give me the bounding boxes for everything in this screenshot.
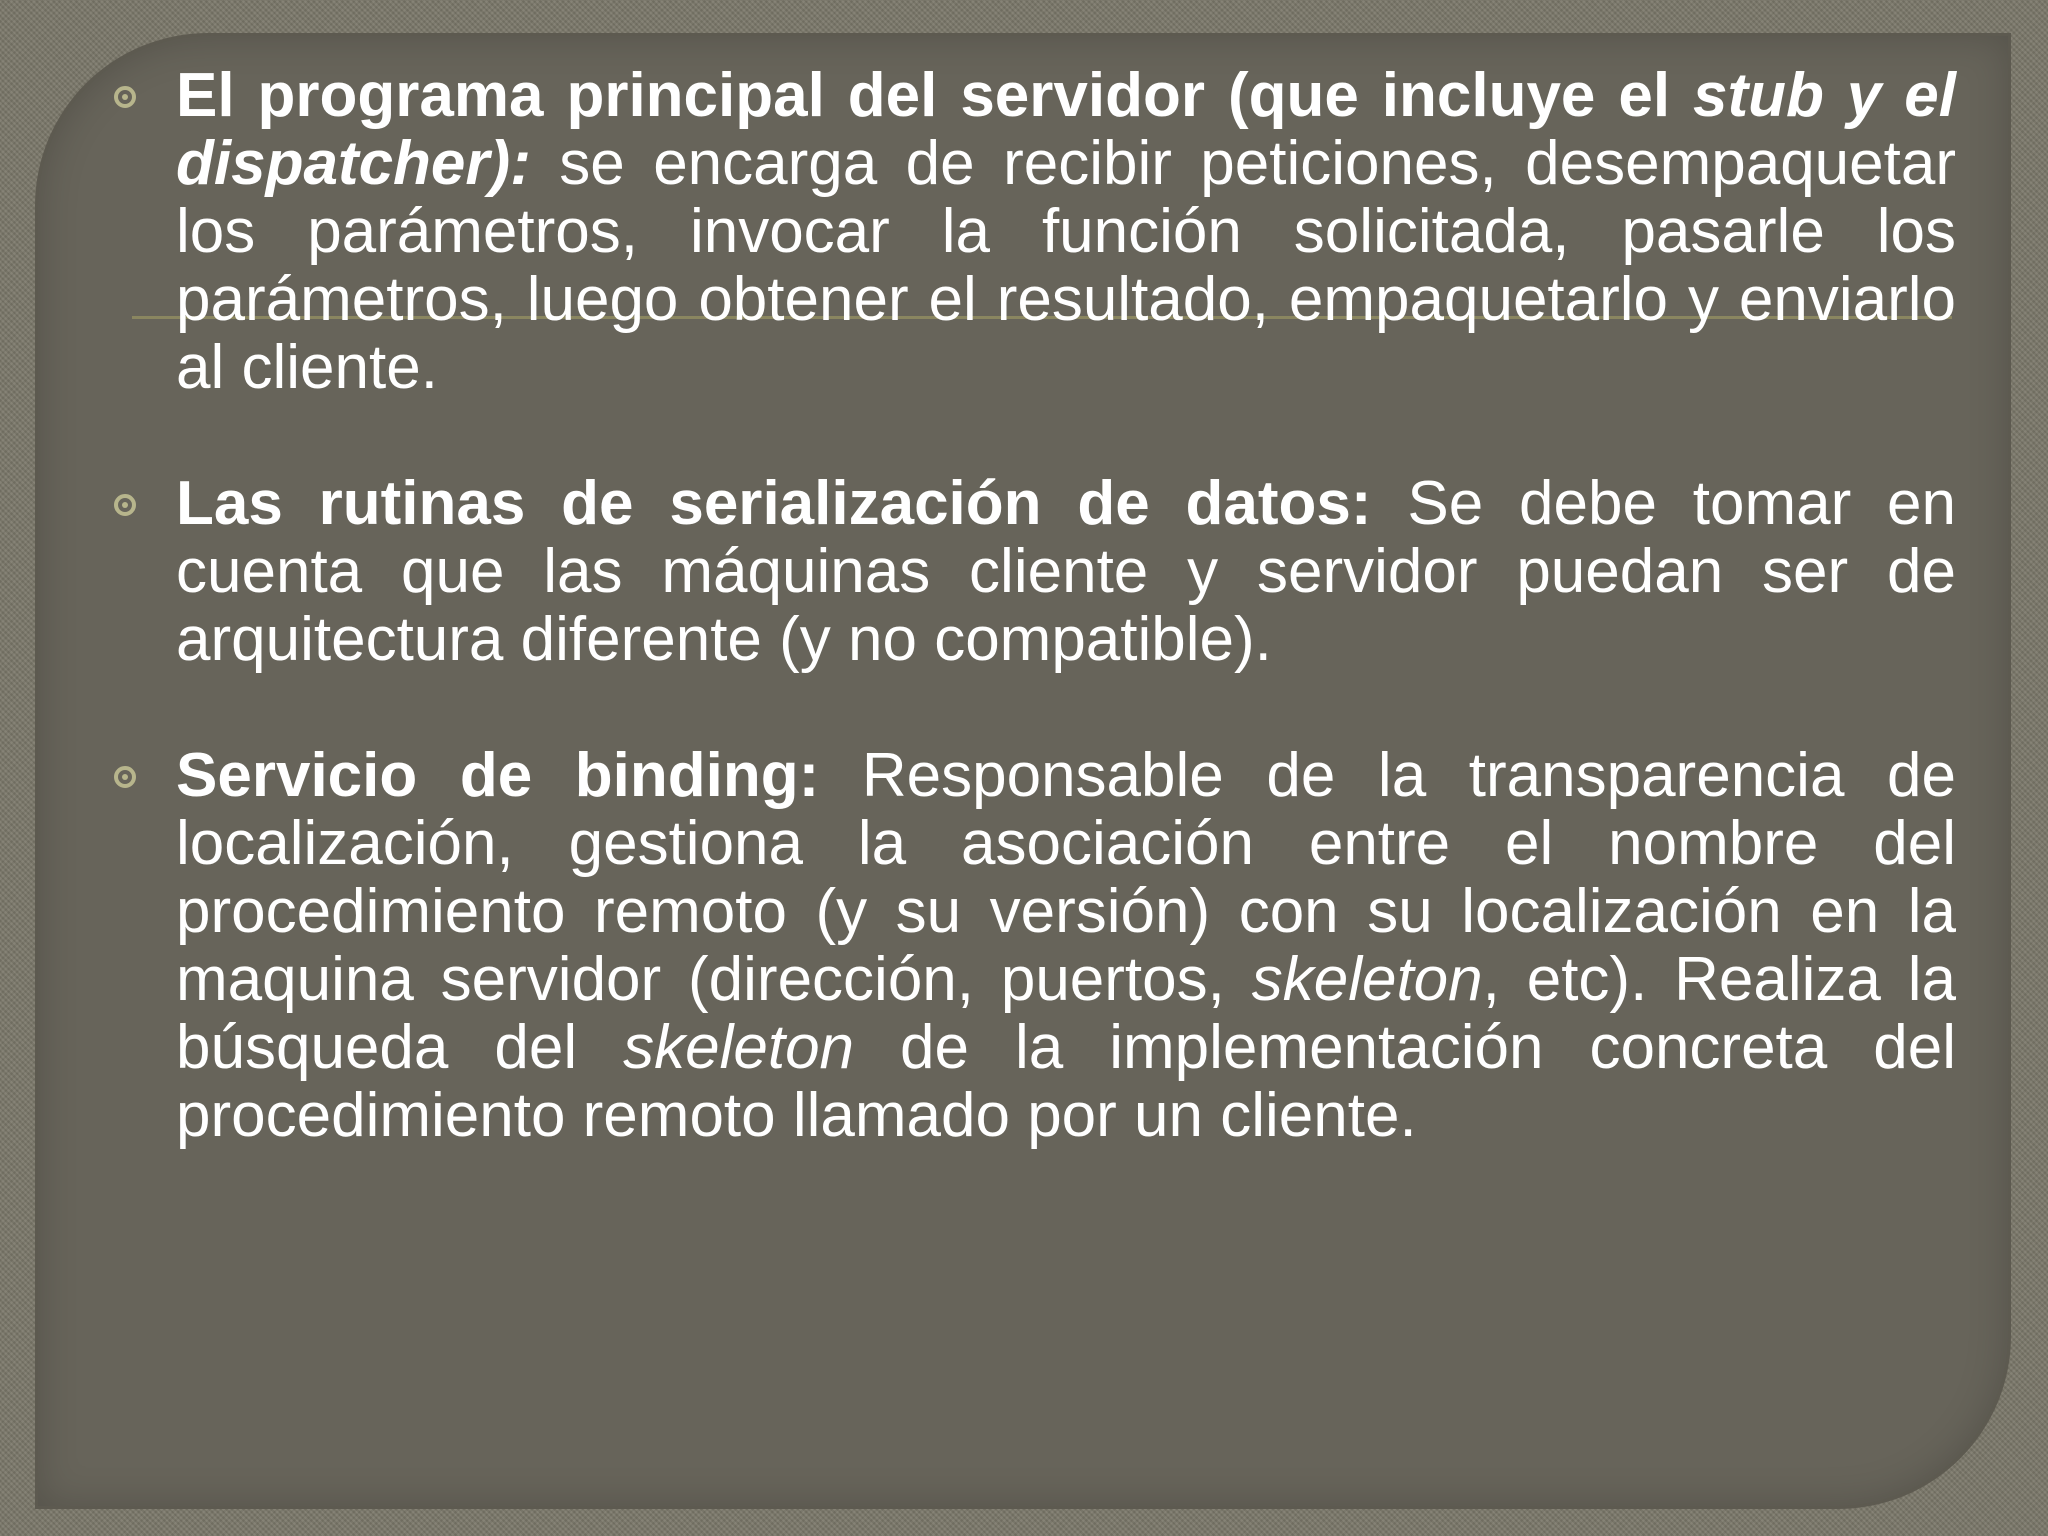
item-text: se encarga de recibir peticiones, desempaquetar los parámetros, invocar la función solicitada, pasarle los parámetros, luego obtener el resultado, empaquetarlo y enviarlo al cliente. [176, 129, 1956, 402]
bullet-item-main-program [98, 62, 1956, 402]
circle-bullet-icon [114, 86, 136, 108]
circle-bullet-icon [114, 766, 136, 788]
bullet-item-binding-service [98, 742, 1956, 1150]
item-text: Responsable de la transparencia de localización, gestiona la asociación entre el nombre del procedimiento remoto (y su versión) con su localización en la maquina servidor (dirección, puertos, [176, 741, 1956, 1014]
item-text: de la implementación concreta del procedimiento remoto llamado por un cliente. [176, 1013, 1957, 1150]
item-text: , etc). Realiza la búsqueda del [176, 945, 1956, 1082]
circle-bullet-icon [114, 494, 136, 516]
item-italic-term: skeleton [623, 1013, 855, 1082]
item-heading: Servicio de binding: [176, 741, 820, 810]
item-heading-italic: stub y el dispatcher): [176, 61, 1956, 198]
item-italic-term: skeleton [1251, 945, 1483, 1014]
slide-content [98, 62, 1956, 1150]
item-text: Se debe tomar en cuenta que las máquinas cliente y servidor puedan ser de arquitectura diferente (y no compatible). [176, 469, 1957, 674]
item-heading: Las rutinas de serialización de datos: [176, 469, 1372, 538]
bullet-item-serialization [98, 470, 1956, 674]
item-heading: El programa principal del servidor (que incluye el [176, 61, 1694, 130]
